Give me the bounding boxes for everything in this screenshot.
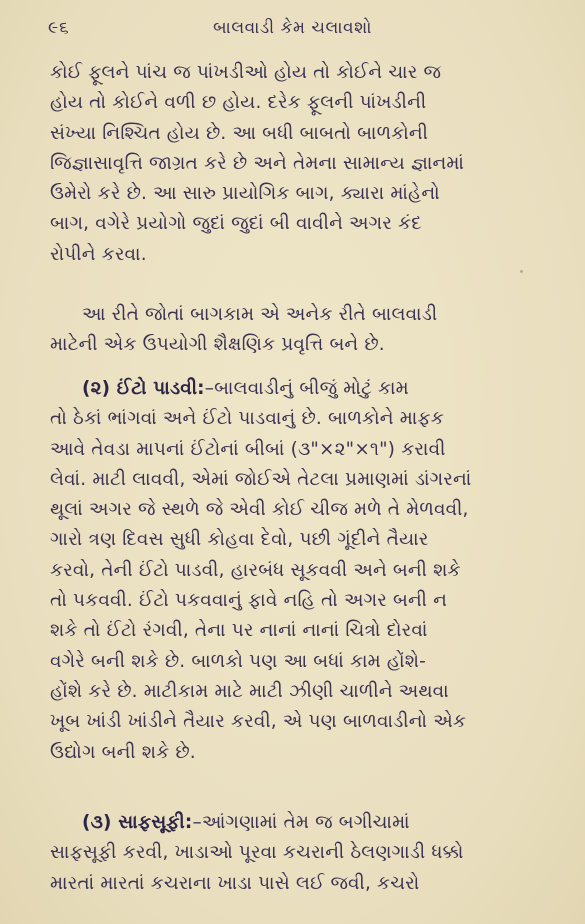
text-line: મારતાં મારતાં કચરાના ખાડા પાસે લઈ જવી, કચરો xyxy=(50,872,420,894)
text-line: આવે તેવડા માપનાં ઈંટોનાં બીબાં (૩"×૨"×૧") કરાવી xyxy=(50,438,446,460)
text-line: થૂલાં અગર જે સ્થળે જે એવી કોઈ ચીજ મળે તે મેળવવી, xyxy=(50,499,469,521)
text-line: ખૂબ ખાંડી ખાંડીને તૈયાર કરવી, એ પણ બાળવાડીનો એક xyxy=(50,711,467,733)
text-line: કરવો, તેની ઈંટો પાડવી, હારબંધ સૂકવવી અને બની શકે xyxy=(50,559,461,581)
text-line: માટેની એક ઉપયોગી શૈક્ષણિક પ્રવૃત્તિ બને છે. xyxy=(50,334,385,356)
section-heading: (૩) સાફસૂફી: xyxy=(82,812,193,833)
page-number: ૯૬ xyxy=(48,18,70,38)
paragraph-4 xyxy=(50,808,548,899)
text-line: ઉદ્યોગ બની શકે છે. xyxy=(50,741,196,763)
text-line: લેવાં. માટી લાવવી, એમાં જોઈએ તેટલા પ્રમાણમાં ડાંગરનાં xyxy=(50,468,472,490)
paper-speck xyxy=(520,270,523,273)
paragraph-2 xyxy=(50,300,548,361)
text-line-rest: –બાલવાડીનું બીજું મોટું કામ xyxy=(204,378,409,399)
running-head: બાલવાડી કેમ ચલાવશો xyxy=(213,18,372,38)
text-line: રોપીને કરવા. xyxy=(50,243,147,265)
text-line: સંખ્યા નિશ્ચિત હોય છે. આ બધી બાબતો બાળકોની xyxy=(50,122,429,144)
paragraph-3 xyxy=(50,374,548,768)
text-line-rest: –આંગણામાં તેમ જ બગીચામાં xyxy=(192,812,410,833)
text-line: તો પકવવી. ઈંટો પકવવાનું ફાવે નહિ તો અગર બની ન xyxy=(50,590,448,612)
text-line: ગારો ત્રણ દિવસ સુધી કોહવા દેવો, પછી ગૂંદીને તૈયાર xyxy=(50,529,429,551)
section-heading: (૨) ઈંટો પાડવી: xyxy=(82,378,205,399)
text-line xyxy=(50,808,548,838)
text-line: જિજ્ઞાસાવૃત્તિ જાગ્રત કરે છે અને તેમના સામાન્ય જ્ઞાનમાં xyxy=(50,152,465,174)
text-line xyxy=(50,374,548,404)
page-header xyxy=(30,14,555,44)
text-line: ઉમેરો કરે છે. આ સારુ પ્રાયોગિક બાગ, ક્યારા માંહેનો xyxy=(50,183,440,205)
text-line: વગેરે બની શકે છે. બાળકો પણ આ બધાં કામ હોંશે- xyxy=(50,650,426,672)
text-line: કોઈ ફૂલને પાંચ જ પાંખડીઓ હોય તો કોઈને ચાર જ xyxy=(50,62,442,83)
text-line: આ રીતે જોતાં બાગકામ એ અનેક રીતે બાલવાડી xyxy=(82,304,438,325)
paragraph-1 xyxy=(50,58,548,270)
text-line: બાગ, વગેરે પ્રયોગો જુદાં જુદાં બી વાવીને અગર કંદ xyxy=(50,213,422,235)
text-line: શકે તો ઈંટો રંગવી, તેના પર નાનાં નાનાં ચિત્રો દોરવાં xyxy=(50,620,428,642)
text-line: સાફસૂફી કરવી, ખાડાઓ પૂરવા કચરાની ઠેલણગાડી ધક્કો xyxy=(50,842,464,864)
text-line: હોય તો કોઈને વળી છ હોય. દરેક ફૂલની પાંખડીની xyxy=(50,92,427,114)
text-line: તો ઠેકાં ભાંગવાં અને ઈંટો પાડવાનું છે. બાળકોને માફક xyxy=(50,408,444,430)
text-line: હોંશે કરે છે. માટીકામ માટે માટી ઝીણી ચાળીને અથવા xyxy=(50,680,449,702)
